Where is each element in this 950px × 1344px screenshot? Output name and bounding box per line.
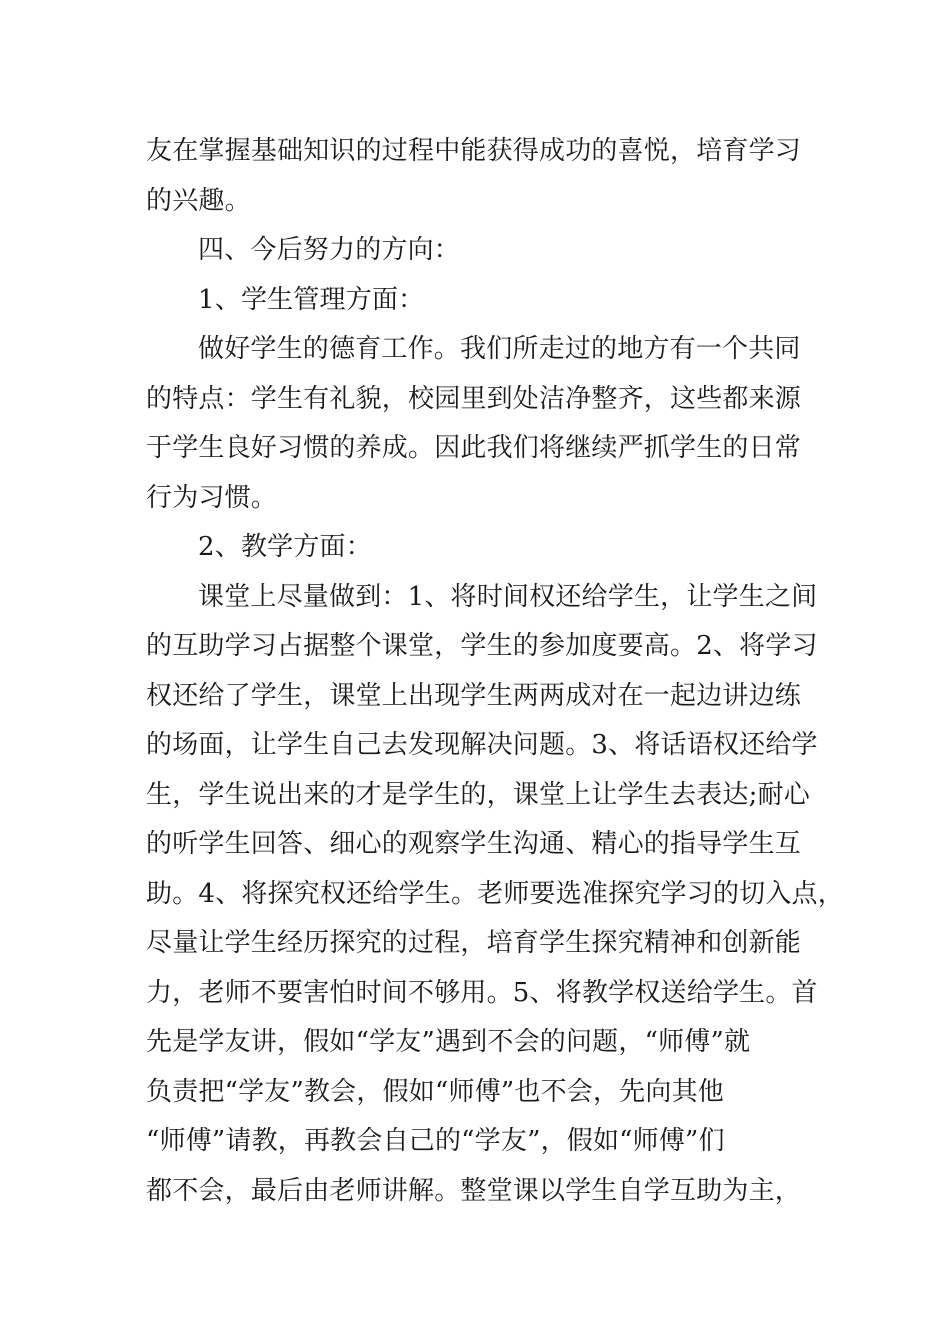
text-line: 负责把“学友”教会，假如“师傅”也不会，先向其他 [146,1076,724,1107]
text-line: 权还给了学生，课堂上出现学生两两成对在一起边讲边练 [146,680,802,711]
text-line: 的兴趣。 [146,185,251,216]
text-line: 力，老师不要害怕时间不够用。5、将教学权送给学生。首 [146,977,818,1008]
text-line: 于学生良好习惯的养成。因此我们将继续严抓学生的日常 [146,433,802,463]
text-line: 做好学生的德育工作。我们所走过的地方有一个共同 [198,334,801,364]
text-line: 先是学友讲，假如“学友”遇到不会的问题，“师傅”就 [146,1027,751,1057]
subsection-heading: 1、学生管理方面： [198,284,425,315]
text-line: 都不会，最后由老师讲解。整堂课以学生自学互助为主， [146,1175,802,1206]
text-line: 助。4、将探究权还给学生。老师要选准探究学习的切入点， [146,878,844,909]
text-line: 的场面，让学生自己去发现解决问题。3、将话语权还给学 [146,730,818,760]
text-line: 的听学生回答、细心的观察学生沟通、精心的指导学生互 [146,829,802,859]
text-line: 生，学生说出来的才是学生的，课堂上让学生去表达;耐心 [146,779,810,810]
subsection-heading: 2、教学方面： [198,532,372,562]
text-line: 课堂上尽量做到：1、将时间权还给学生，让学生之间 [198,581,818,612]
document-body [146,127,844,1216]
text-line: 行为习惯。 [146,482,278,513]
text-line: 友在掌握基础知识的过程中能获得成功的喜悦，培育学习 [146,136,802,166]
text-line: 的特点：学生有礼貌，校园里到处洁净整齐，这些都来源 [146,383,802,414]
text-line: “师傅”请教，再教会自己的“学友”，假如“师傅”们 [146,1126,725,1156]
section-heading: 四、今后努力的方向： [198,235,461,265]
text-line: 的互助学习占据整个课堂，学生的参加度要高。2、将学习 [146,631,818,661]
text-line: 尽量让学生经历探究的过程，培育学生探究精神和创新能 [146,928,802,958]
